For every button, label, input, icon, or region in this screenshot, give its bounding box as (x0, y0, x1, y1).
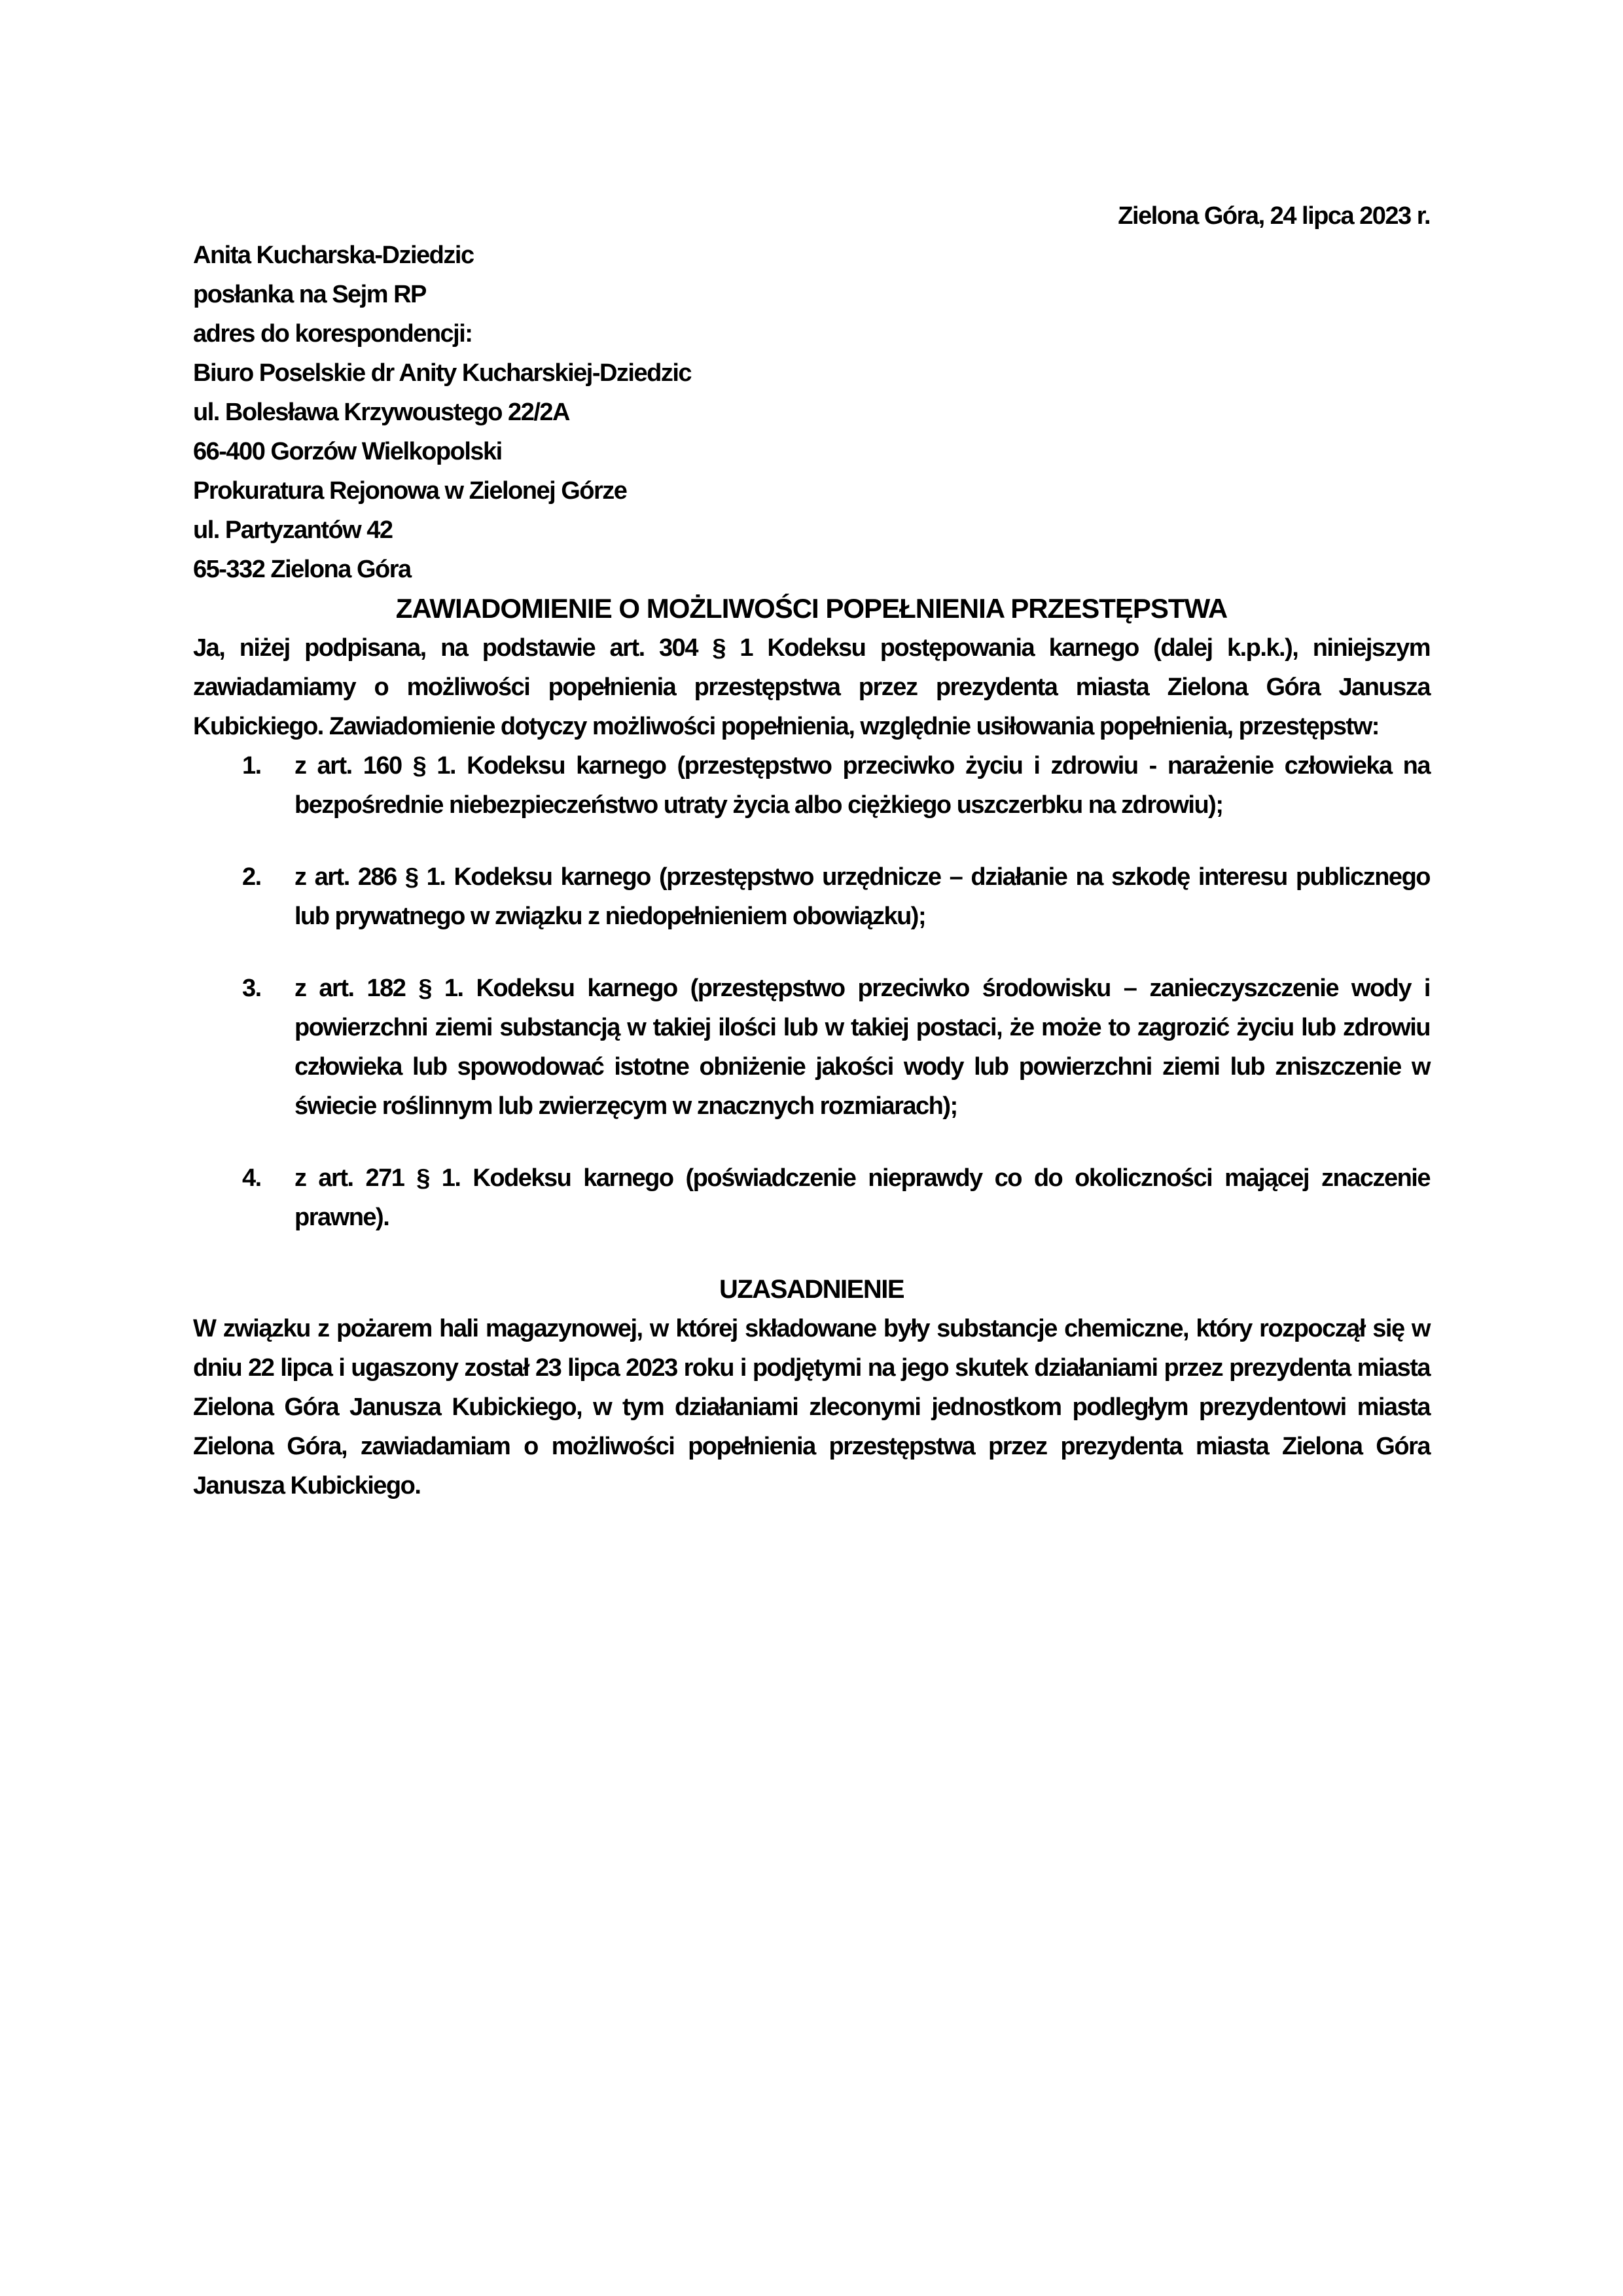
recipient-city: 65-332 Zielona Góra (193, 556, 411, 583)
sender-name: Anita Kucharska-Dziedzic (193, 242, 474, 269)
offense-number: 2. (242, 863, 261, 891)
sender-role: posłanka na Sejm RP (193, 281, 426, 308)
section-heading: UZASADNIENIE (719, 1275, 904, 1304)
offense-number: 4. (242, 1164, 261, 1192)
recipient-street: ul. Partyzantów 42 (193, 516, 393, 544)
sender-block (193, 236, 1430, 471)
body-paragraph: W związku z pożarem hali magazynowej, w której składowane były substancje chemiczne, który rozpoczął się w dniu 22 lipca i ugaszony został 23 lipca 2023 roku i podjętymi na jego skutek działaniami przez prezydenta miasta Zielona Góra Janusza Kubickiego, w tym działaniami zleconymi jednostkom podległym prezydentowi miasta Zielona Góra, zawiadamiam o możliwości popełnienia przestępstwa przez prezydenta miasta Zielona Góra Janusza Kubickiego. (193, 1315, 1430, 1499)
offense-item (193, 746, 1430, 825)
sender-address-label: adres do korespondencji: (193, 320, 473, 348)
offense-item (193, 1158, 1430, 1237)
recipient-block (193, 471, 1430, 589)
sender-address-city: 66-400 Gorzów Wielkopolski (193, 438, 502, 465)
offense-text: z art. 271 § 1. Kodeksu karnego (poświadczenie nieprawdy co do okoliczności mającej znaczenie prawne). (294, 1164, 1430, 1231)
offense-text: z art. 160 § 1. Kodeksu karnego (przestępstwo przeciwko życiu i zdrowiu - narażenie człowieka na bezpośrednie niebezpieczeństwo utraty życia albo ciężkiego uszczerbku na zdrowiu); (294, 752, 1430, 819)
sender-address-street: ul. Bolesława Krzywoustego 22/2A (193, 399, 569, 426)
sender-address-office: Biuro Poselskie dr Anity Kucharskiej-Dziedzic (193, 359, 692, 387)
offense-number: 3. (242, 975, 261, 1002)
offense-text: z art. 286 § 1. Kodeksu karnego (przestępstwo urzędnicze – działanie na szkodę interesu publicznego lub prywatnego w związku z niedopełnieniem obowiązku); (294, 863, 1430, 930)
recipient-name: Prokuratura Rejonowa w Zielonej Górze (193, 477, 627, 505)
offense-list (193, 746, 1430, 1237)
offense-item (193, 969, 1430, 1126)
date-line: Zielona Góra, 24 lipca 2023 r. (1118, 202, 1430, 230)
offense-number: 1. (242, 752, 261, 780)
document-title: ZAWIADOMIENIE O MOŻLIWOŚCI POPEŁNIENIA PRZESTĘPSTWA (395, 593, 1228, 624)
offense-item (193, 857, 1430, 936)
intro-paragraph: Ja, niżej podpisana, na podstawie art. 304 § 1 Kodeksu postępowania karnego (dalej k.p.k.), niniejszym zawiadamiamy o możliwości popełnienia przestępstwa przez prezydenta miasta Zielona Góra Janusza Kubickiego. Zawiadomienie dotyczy możliwości popełnienia, względnie usiłowania popełnienia, przestępstw: (193, 634, 1430, 740)
offense-text: z art. 182 § 1. Kodeksu karnego (przestępstwo przeciwko środowisku – zanieczyszczenie wody i powierzchni ziemi substancją w takiej ilości lub w takiej postaci, że może to zagrozić życiu lub zdrowiu człowieka lub spowodować istotne obniżenie jakości wody lub powierzchni ziemi lub zniszczenie w świecie roślinnym lub zwierzęcym w znacznych rozmiarach); (294, 975, 1430, 1120)
